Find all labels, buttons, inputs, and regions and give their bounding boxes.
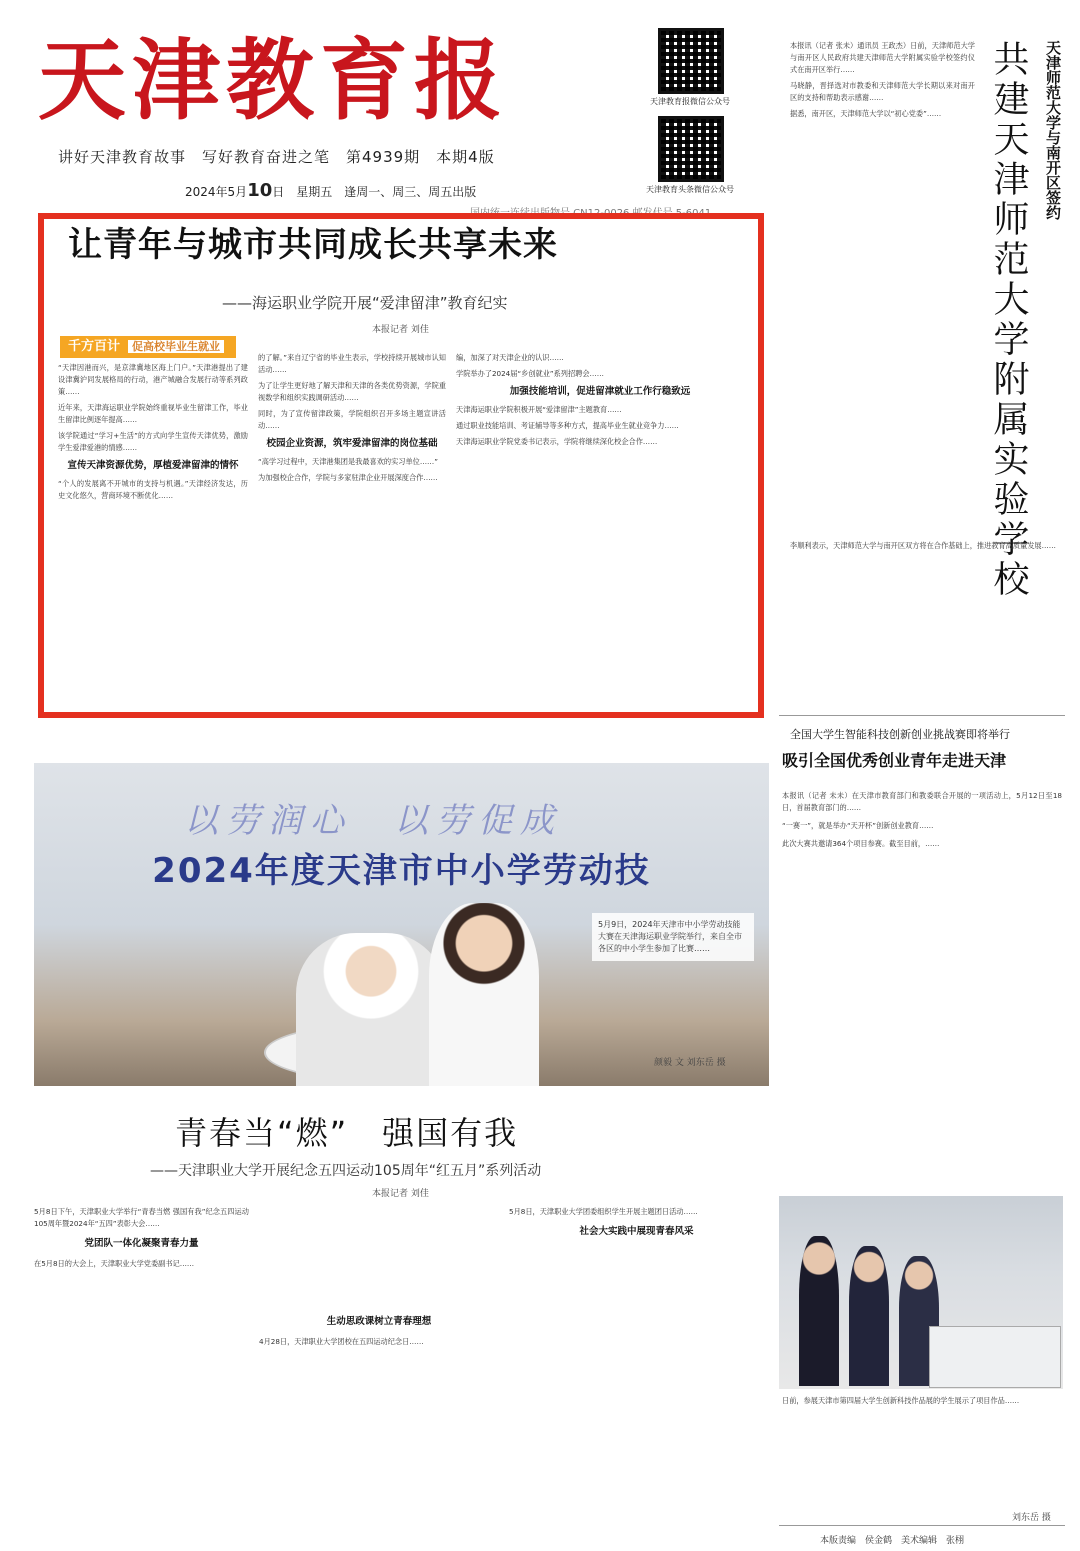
lead-column-1 bbox=[58, 362, 248, 702]
paragraph: 4月28日，天津职业大学团校在五四运动纪念日…… bbox=[259, 1337, 424, 1346]
lead-headline: 让青年与城市共同成长共享未来 bbox=[68, 225, 558, 265]
divider bbox=[779, 715, 1065, 716]
right-story-body-top bbox=[790, 40, 975, 540]
paragraph: 本报讯（记者 张未）通讯员 王政杰）日前，天津师范大学与南开区人民政府共建天津师范大学附属实验学校签约仪式在南开区举行…… bbox=[790, 41, 975, 74]
visitor-figure bbox=[849, 1246, 889, 1386]
paragraph: “个人的发展离不开城市的支持与机遇。”天津经济发达，历史文化悠久，营商环境不断优化…… bbox=[58, 479, 248, 500]
student-figure bbox=[296, 933, 446, 1086]
contest-photo-caption bbox=[782, 1395, 1062, 1505]
paragraph: “一赛一”，就是举办“天开杯”创新创业教育…… bbox=[782, 821, 934, 830]
section-heading: 生动思政课树立青春理想 bbox=[326, 1316, 432, 1327]
paragraph: 该学院通过“学习+生活”的方式向学生宣传天津优势，激励学生爱津爱港的情感…… bbox=[58, 431, 248, 452]
date-day: 10 bbox=[247, 180, 273, 201]
paragraph: 日前，参展天津市第四届大学生创新科技作品展的学生展示了项目作品…… bbox=[782, 1396, 1020, 1405]
paragraph: 近年来，天津海运职业学院始终重视毕业生留津工作，毕业生留津比例逐年提高…… bbox=[58, 403, 248, 424]
second-byline: 本报记者 刘佳 bbox=[372, 1189, 429, 1199]
second-column-3 bbox=[509, 1206, 764, 1536]
paragraph: “天津因港而兴，是京津冀地区海上门户。”天津港提出了建设津冀沪同发展格局的行动，港产城融合发展行动等系列政策…… bbox=[58, 363, 248, 396]
date-suffix: 日 星期五 逢周一、周三、周五出版 bbox=[272, 185, 477, 199]
qr1-label: 天津教育报微信公众号 bbox=[650, 97, 730, 106]
section-heading: 校园企业资源，筑牢爱津留津的岗位基础 bbox=[266, 438, 438, 449]
paragraph: 本报讯（记者 未未）在天津市教育部门和教委联合开展的一项活动上，5月12日至18日，首届教育部门的…… bbox=[782, 791, 1062, 812]
contest-body bbox=[782, 790, 1062, 1180]
paragraph: 李顺利表示，天津师范大学与南开区双方将在合作基础上，推进教育高质量发展…… bbox=[790, 541, 1056, 550]
paragraph: 5月8日下午，天津职业大学举行“青春当燃 强国有我”纪念五四运动105周年暨2024年“五四”表彰大会…… bbox=[34, 1207, 249, 1228]
masthead-dateline bbox=[185, 180, 476, 201]
contest-kicker: 全国大学生智能科技创新创业挑战赛即将举行 bbox=[790, 728, 1010, 741]
paragraph: 编，加深了对天津企业的认识…… bbox=[456, 353, 564, 362]
contest-headline: 吸引全国优秀创业青年走进天津 bbox=[782, 751, 1007, 770]
visitor-figure bbox=[799, 1236, 839, 1386]
lead-column-3 bbox=[456, 352, 744, 702]
qr-code-icon bbox=[658, 116, 724, 182]
qr2-label: 天津教育头条微信公众号 bbox=[646, 185, 734, 194]
paragraph: 天津海运职业学院积极开展“爱津留津”主题教育…… bbox=[456, 405, 622, 414]
paragraph: 为了让学生更好地了解天津和天津的各类优势资源，学院重视数学和组织实践调研活动…… bbox=[258, 381, 446, 402]
lead-subheadline: ——海运职业学院开展“爱津留津”教育纪实 bbox=[222, 294, 508, 312]
date-prefix: 2024年5月 bbox=[185, 185, 248, 199]
section-heading: 宣传天津资源优势，厚植爱津留津的情怀 bbox=[67, 460, 239, 471]
photo-caption: 5月9日，2024年天津市中小学劳动技能大赛在天津海运职业学院举行，来自全市各区的中小学生参加了比赛…… bbox=[592, 913, 754, 961]
labor-contest-photo bbox=[34, 763, 769, 1086]
paragraph: 通过职业技能培训、考证辅导等多种方式，提高毕业生就业竞争力…… bbox=[456, 421, 679, 430]
right-story-vertical-subhead: 天津师范大学与南开区签约 bbox=[1044, 40, 1062, 220]
lead-byline: 本报记者 刘佳 bbox=[372, 325, 429, 335]
paragraph: 在5月8日的大会上，天津职业大学党委副书记…… bbox=[34, 1259, 195, 1268]
student-figure bbox=[429, 903, 539, 1086]
right-story-vertical-headline: 共建天津师范大学附属实验学校 bbox=[988, 40, 1029, 600]
paragraph: 据悉，南开区，天津师范大学以“初心党委”…… bbox=[790, 109, 942, 118]
second-headline: 青春当“燃” 强国有我 bbox=[175, 1114, 519, 1152]
paragraph: 学院举办了2024届“乡创就业”系列招聘会…… bbox=[456, 369, 604, 378]
photo-credit: 颜毅 文 刘东岳 摄 bbox=[654, 1058, 726, 1068]
paragraph: 5月8日，天津职业大学团委组织学生开展主题团日活动…… bbox=[509, 1207, 698, 1216]
paragraph: 天津海运职业学院党委书记表示，学院将继续深化校企合作…… bbox=[456, 437, 658, 446]
exhibition-photo bbox=[779, 1196, 1063, 1389]
badge-main: 千方百计 bbox=[68, 339, 121, 354]
section-heading: 社会大实践中展现青春风采 bbox=[579, 1226, 694, 1237]
masthead-slogan: 讲好天津教育故事 写好教育奋进之笔 第4939期 本期4版 bbox=[58, 148, 495, 166]
right-story-body-bottom bbox=[790, 540, 1065, 705]
qr-code-icon bbox=[658, 28, 724, 94]
column-badge bbox=[60, 336, 236, 358]
divider bbox=[779, 1525, 1065, 1526]
badge-sub: 促高校毕业生就业 bbox=[128, 340, 224, 353]
photo-banner-text: 2024年度天津市中小学劳动技 bbox=[152, 851, 651, 891]
second-column-1 bbox=[34, 1206, 249, 1536]
photo-banner-script: 以劳润心 以劳促成 bbox=[184, 801, 562, 841]
section-heading: 党团队一体化凝聚青春力量 bbox=[84, 1238, 199, 1249]
paragraph: 此次大赛共邀请364个项目参赛。截至目前，…… bbox=[782, 839, 940, 848]
publication-number: 国内统一连续出版物号 CN12-0026 邮发代号 5-6041 bbox=[470, 208, 712, 219]
masthead-title: 天津教育报 bbox=[38, 28, 509, 132]
second-subheadline: ——天津职业大学开展纪念五四运动105周年“红五月”系列活动 bbox=[150, 1163, 542, 1179]
paragraph: 的了解。”来自辽宁省的毕业生表示，学校持续开展城市认知活动…… bbox=[258, 353, 446, 374]
paragraph: 为加强校企合作，学院与多家驻津企业开展深度合作…… bbox=[258, 473, 438, 482]
lead-column-2 bbox=[258, 352, 446, 702]
model-display bbox=[929, 1326, 1061, 1388]
second-column-2 bbox=[259, 1206, 499, 1536]
paragraph: “高学习过程中，天津港集团是我最喜欢的实习单位……” bbox=[258, 457, 438, 466]
paragraph: 马晓静，晋择选对市教委和天津师范大学长期以来对南开区的支持和帮助表示感谢…… bbox=[790, 81, 975, 102]
page-editors-footer: 本版责编 侯金鹤 美术编辑 张栩 bbox=[820, 1536, 965, 1546]
section-heading: 加强技能培训，促进留津就业工作行稳致远 bbox=[509, 386, 691, 397]
paragraph: 同时，为了宣传留津政策，学院组织召开多场主题宣讲活动…… bbox=[258, 409, 446, 430]
contest-photo-credit: 刘东岳 摄 bbox=[1012, 1513, 1051, 1523]
